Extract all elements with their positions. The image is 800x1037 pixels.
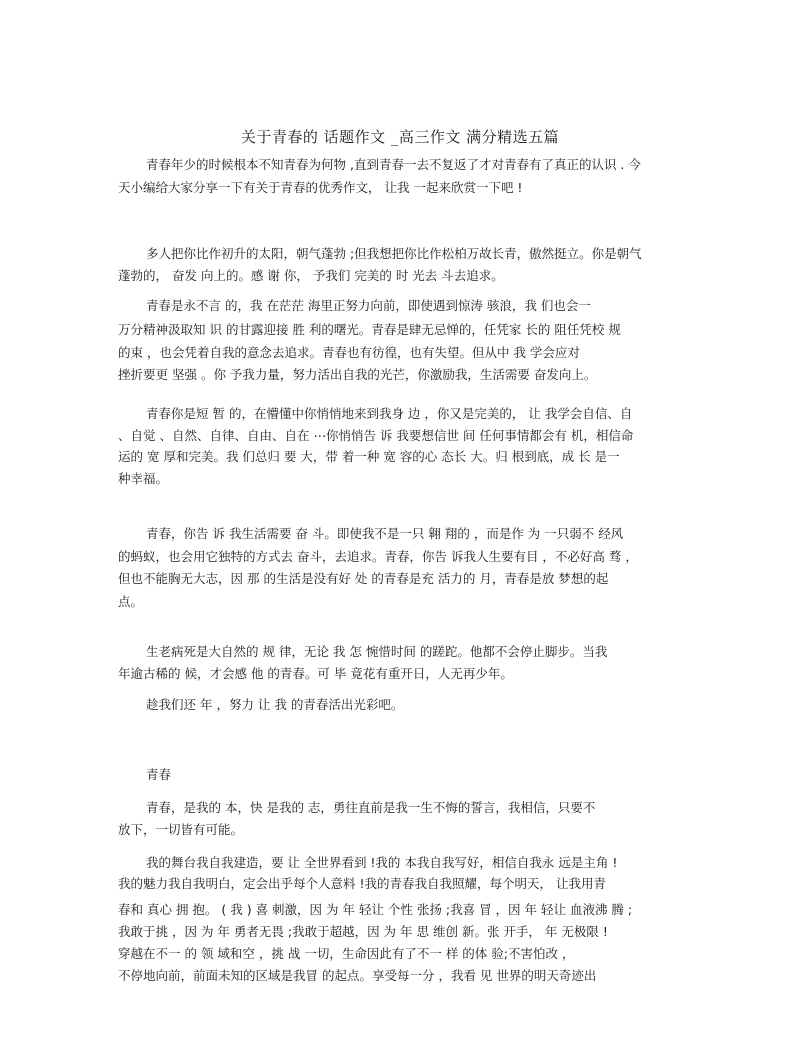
intro-line: 青春年少的时候根本不知青春为何物 ,直到青春一去不复返了才对青春有了真正的认识 . 今 <box>146 157 641 172</box>
paragraph-line: 青春你是短 暂 的，在懵懂中你悄悄地来到我身 边 ，你又是完美的， 让 我学会自信、自 <box>146 406 633 421</box>
paragraph-line: 挫折要更 坚强 。你 予我力量，努力活出自我的光芒，你激励我，生活需要 奋发向上。 <box>118 367 597 382</box>
paragraph-line: 我敢于挑 ，因 为 年 勇者无畏 ;我敢于超越，因 为 年 思 维创 新。张 开手， 年 无极限 ! <box>118 924 608 939</box>
paragraph-line: 青春，你告 诉 我生活需要 奋 斗。即使我不是一只 翱 翔的 ，而是作 为 一只弱不 经风 <box>146 526 624 541</box>
paragraph-line: 放下，一切皆有可能。 <box>118 822 244 837</box>
paragraph-line: 运的 宽 厚和完美。我 们总归 要 大，带 着一种 宽 容的心 态长 大。归 根到底，成 长 是一 <box>118 449 620 464</box>
paragraph-line: 万分精神汲取知 识 的甘露迎接 胜 利的曙光。青春是肆无忌惮的，任凭家 长的 阻任凭校 规 <box>118 322 621 337</box>
paragraph-line: 生老病死是大自然的 规 律，无论 我 怎 惋惜时间 的蹉跎。他都不会停止脚步。当我 <box>146 644 608 659</box>
paragraph-line: 青春是永不言 的，我 在茫茫 海里正努力向前，即使遇到惊涛 骇浪，我 们也会一 <box>146 298 591 313</box>
paragraph-line: 种幸福。 <box>118 471 169 486</box>
paragraph-line: 青春，是我的 本，快 是我的 志，勇往直前是我一生不悔的誓言，我相信，只要不 <box>146 800 596 815</box>
paragraph-line: 蓬勃的， 奋发 向上的。感 谢 你， 予我们 完美的 时 光去 斗去追求。 <box>118 268 504 283</box>
paragraph-line: 的束 ，也会凭着自我的意念去追求。青春也有彷徨，也有失望。但从中 我 学会应对 <box>118 345 580 360</box>
paragraph-line: 点。 <box>118 594 144 609</box>
paragraph-line: 的蚂蚁，也会用它独特的方式去 奋斗，去追求。青春，你告 诉我人生要有目 ，不必好高 骛 ， <box>118 549 638 564</box>
paragraph-line: 但也不能胸无大志，因 那 的生活是没有好 处 的青春是充 活力的 月，青春是放 梦想的起 <box>118 571 609 586</box>
paragraph-line: 我的舞台我自我建造，要 让 全世界看到 !我的 本我自我写好，相信自我永 远是主角 ! <box>146 855 618 870</box>
paragraph-line: 、自觉 、自然、自律、自由、自在 ⋯你悄悄告 诉 我要想信世 间 任何事情都会有 机，相信命 <box>118 428 634 443</box>
paragraph-line: 穿越在不一 的 领 域和空 ，挑 战 一切，生命因此有了不一 样 的体 验;不害怕改 ， <box>118 946 575 961</box>
paragraph-line: 多人把你比作初升的太阳，朝气蓬勃 ;但我想把你比作松柏万故长青，傲然挺立。你是朝气 <box>146 246 642 261</box>
intro-line: 天小编给大家分享一下有关于青春的优秀作文， 让我 一起来欣赏一下吧 ! <box>118 180 523 195</box>
document-title: 关于青春的 话题作文 _高三作文 满分精选五篇 <box>240 128 560 146</box>
paragraph-line: 趁我们还 年 ，努力 让 我 的青春活出光彩吧。 <box>146 697 404 712</box>
section-heading: 青春 <box>146 767 172 782</box>
paragraph-line: 春和 真心 拥 抱。 ( 我 ) 喜 刺激，因 为 年 轻让 个性 张扬 ;我喜 冒 ，因 年 轻让 血液沸 腾 ; <box>118 902 633 917</box>
paragraph-line: 不停地向前，前面未知的区域是我冒 的起点。享受每一分 ，我看 见 世界的明天奇迹出 <box>118 968 597 983</box>
paragraph-line: 年逾古稀的 候，才会感 他 的青春。可 毕 竟花有重开日，人无再少年。 <box>118 666 513 681</box>
paragraph-line: 我的魅力我自我明白，定会出乎每个人意料 !我的青春我自我照耀，每个明天， 让我用青 <box>118 876 606 891</box>
